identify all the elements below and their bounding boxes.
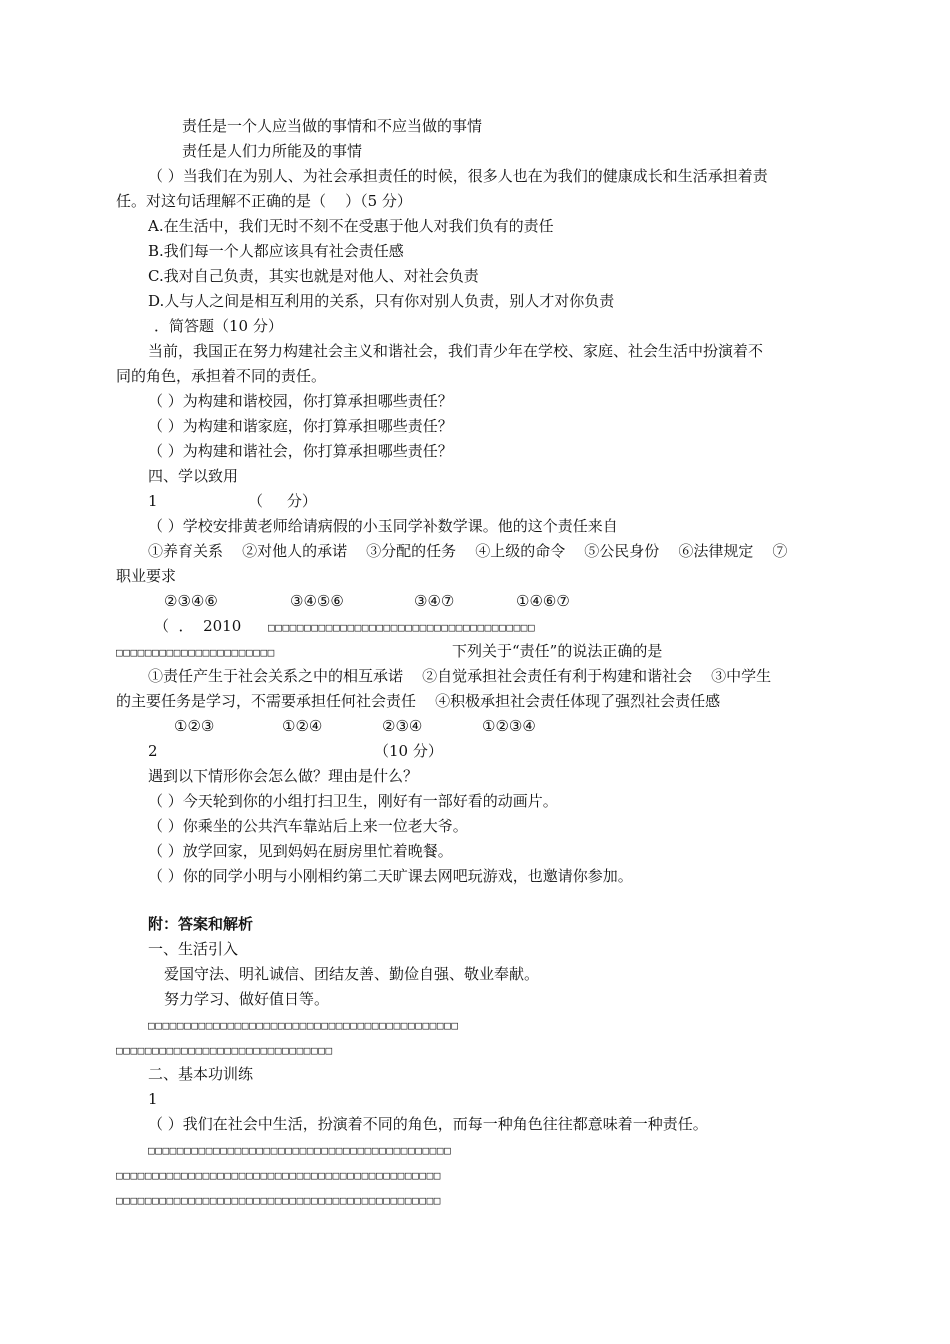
answer-line: 努力学习、做好值日等。 xyxy=(164,990,330,1008)
choice-a: ②③④⑥ xyxy=(164,592,218,610)
score-label: （ 分） xyxy=(248,492,317,510)
paragraph-line: 遇到以下情形你会怎么做？理由是什么？ xyxy=(148,767,419,785)
answer-line: 爱国守法、明礼诚信、团结友善、勤俭自强、敬业奉献。 xyxy=(164,965,540,983)
question-line: 下列关于“责任”的说法正确的是 xyxy=(452,642,663,660)
section-heading: 四、学以致用 xyxy=(148,467,239,485)
question-line: （ ）你乘坐的公共汽车靠站后上来一位老大爷。 xyxy=(148,817,468,835)
question-line: （ ）放学回家，见到妈妈在厨房里忙着晚餐。 xyxy=(148,842,453,860)
missing-glyph-text: □□□□□□□□□□□□□□□□□□□□□□□□□□□□□□□□□□□□□□□□□□□□□ xyxy=(116,1169,442,1182)
option-line: A.在生活中，我们无时不刻不在受惠于他人对我们负有的责任 xyxy=(148,217,554,235)
paragraph-line: 当前，我国正在努力构建社会主义和谐社会，我们青少年在学校、家庭、社会生活中扮演着不 xyxy=(148,342,764,360)
question-line: （ ）学校安排黄老师给请病假的小玉同学补数学课。他的这个责任来自 xyxy=(148,517,618,535)
choice-c: ②③④ xyxy=(382,717,423,735)
choice-b: ①②④ xyxy=(282,717,323,735)
choice-d: ①④⑥⑦ xyxy=(516,592,570,610)
option-line: 责任是一个人应当做的事情和不应当做的事情 xyxy=(182,117,483,135)
question-number: 1 xyxy=(148,492,158,510)
option-line: 的主要任务是学习，不需要承担任何社会责任 ④积极承担社会责任体现了强烈社会责任感 xyxy=(116,692,721,710)
section-heading: 二、基本功训练 xyxy=(148,1065,254,1083)
question-line: （ ． 2010 xyxy=(154,617,242,635)
missing-glyph-text: □□□□□□□□□□□□□□□□□□□□□□□□□□□□□□ xyxy=(116,1044,333,1057)
option-line: ①责任产生于社会关系之中的相互承诺 ②自觉承担社会责任有利于构建和谐社会 ③中学生 xyxy=(148,667,772,685)
option-line: C.我对自己负责，其实也就是对他人、对社会负责 xyxy=(148,267,479,285)
option-line: 职业要求 xyxy=(116,567,177,585)
question-line: （ ）当我们在为别人、为社会承担责任的时候，很多人也在为我们的健康成长和生活承担着责 xyxy=(148,167,768,185)
question-number: 2 xyxy=(148,742,158,760)
option-line: B.我们每一个人都应该具有社会责任感 xyxy=(148,242,404,260)
answers-heading: 附：答案和解析 xyxy=(148,915,254,933)
option-line: D.人与人之间是相互利用的关系，只有你对别人负责，别人才对你负责 xyxy=(148,292,615,310)
option-line: 责任是人们力所能及的事情 xyxy=(182,142,363,160)
answer-line: （ ）我们在社会中生活，扮演着不同的角色，而每一种角色往往都意味着一种责任。 xyxy=(148,1115,708,1133)
section-heading: ．简答题（10 分） xyxy=(154,317,283,335)
question-line: （ ）你的同学小明与小刚相约第二天旷课去网吧玩游戏，也邀请你参加。 xyxy=(148,867,633,885)
missing-glyph-text: □□□□□□□□□□□□□□□□□□□□□□□□□□□□□□□□□□□□□ xyxy=(268,621,536,634)
score-label: （10 分） xyxy=(374,742,443,760)
question-line: （ ）为构建和谐社会，你打算承担哪些责任？ xyxy=(148,442,453,460)
choice-b: ③④⑤⑥ xyxy=(290,592,344,610)
choice-a: ①②③ xyxy=(174,717,215,735)
missing-glyph-text: □□□□□□□□□□□□□□□□□□□□□□□□□□□□□□□□□□□□□□□□□□□ xyxy=(148,1019,459,1032)
question-line: （ ）为构建和谐家庭，你打算承担哪些责任？ xyxy=(148,417,453,435)
missing-glyph-text: □□□□□□□□□□□□□□□□□□□□□□□□□□□□□□□□□□□□□□□□□□ xyxy=(148,1144,452,1157)
missing-glyph-text: □□□□□□□□□□□□□□□□□□□□□□□□□□□□□□□□□□□□□□□□□□□□□ xyxy=(116,1194,442,1207)
choice-c: ③④⑦ xyxy=(414,592,455,610)
question-line: 任。对这句话理解不正确的是（ ）（5 分） xyxy=(116,192,412,210)
question-line: （ ）今天轮到你的小组打扫卫生，刚好有一部好看的动画片。 xyxy=(148,792,558,810)
section-heading: 一、生活引入 xyxy=(148,940,239,958)
question-number: 1 xyxy=(148,1090,158,1108)
missing-glyph-text: □□□□□□□□□□□□□□□□□□□□□□ xyxy=(116,646,275,659)
question-line: （ ）为构建和谐校园，你打算承担哪些责任？ xyxy=(148,392,453,410)
choice-d: ①②③④ xyxy=(482,717,536,735)
option-line: ①养育关系 ②对他人的承诺 ③分配的任务 ④上级的命令 ⑤公民身份 ⑥法律规定 ⑦ xyxy=(148,542,788,560)
paragraph-line: 同的角色，承担着不同的责任。 xyxy=(116,367,327,385)
